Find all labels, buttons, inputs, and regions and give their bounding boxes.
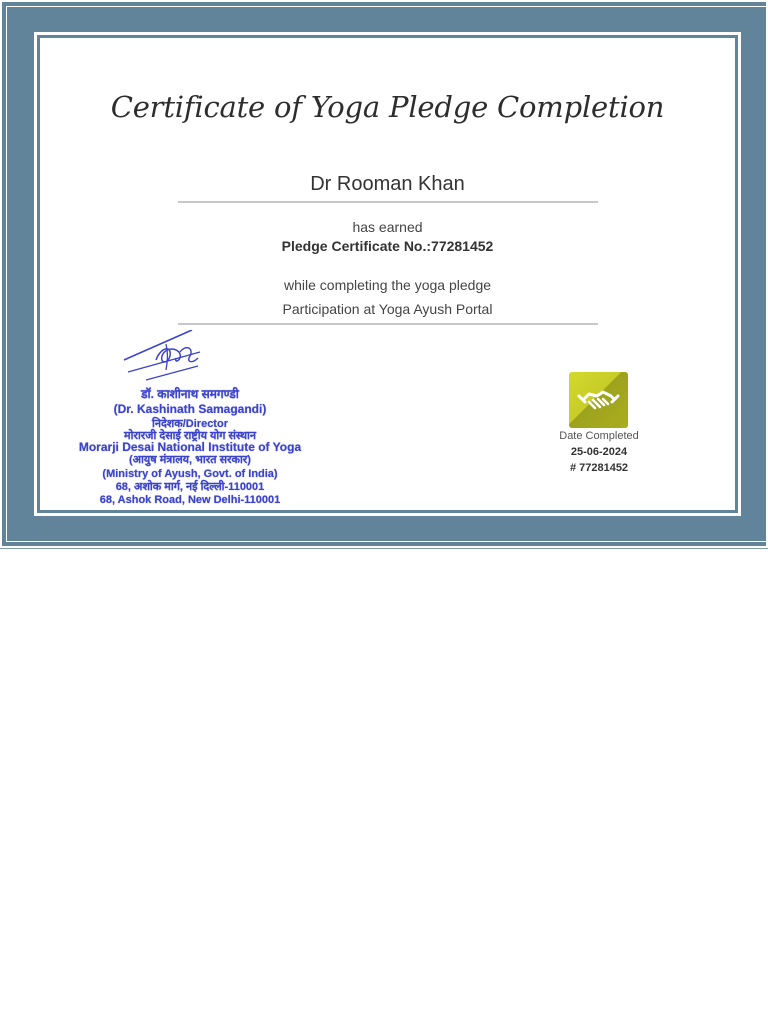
certificate-card: [40, 38, 735, 510]
signature-block: [76, 330, 304, 508]
institute-name-hindi: मोरारजी देसाई राष्ट्रीय योग संस्थान: [124, 430, 256, 442]
recipient-name: Dr Rooman Khan: [310, 173, 465, 195]
signatory-name-hindi: डॉ. काशीनाथ समगण्डी: [141, 387, 239, 401]
institute-name-english: Morarji Desai National Institute of Yoga: [78, 440, 302, 454]
signature-icon: [116, 330, 216, 388]
has-earned-text: has earned: [352, 219, 423, 235]
handshake-badge: [569, 372, 628, 428]
completion-block: [540, 372, 658, 482]
participation-text: Participation at Yoga Ayush Portal: [282, 301, 493, 317]
address-hindi: 68, अशोक मार्ग, नई दिल्ली-110001: [115, 481, 265, 493]
name-divider: [178, 201, 598, 203]
participation-divider: [178, 323, 598, 325]
signatory-name-english: (Dr. Kashinath Samagandi): [113, 402, 267, 416]
date-completed-value: 25-06-2024: [570, 446, 628, 458]
certificate-title: Certificate of Yoga Pledge Completion: [110, 90, 665, 124]
date-completed-label: Date Completed: [559, 430, 639, 442]
certificate-number: Pledge Certificate No.:77281452: [281, 238, 494, 254]
handshake-icon: [569, 372, 628, 428]
while-text: while completing the yoga pledge: [283, 277, 492, 293]
address-english: 68, Ashok Road, New Delhi-110001: [99, 494, 281, 506]
ministry-english: (Ministry of Ayush, Govt. of India): [102, 468, 278, 480]
ministry-hindi: (आयुष मंत्रालय, भारत सरकार): [129, 454, 251, 466]
signatory-designation: निदेशक/Director: [152, 418, 228, 430]
certificate-id: # 77281452: [569, 462, 629, 474]
